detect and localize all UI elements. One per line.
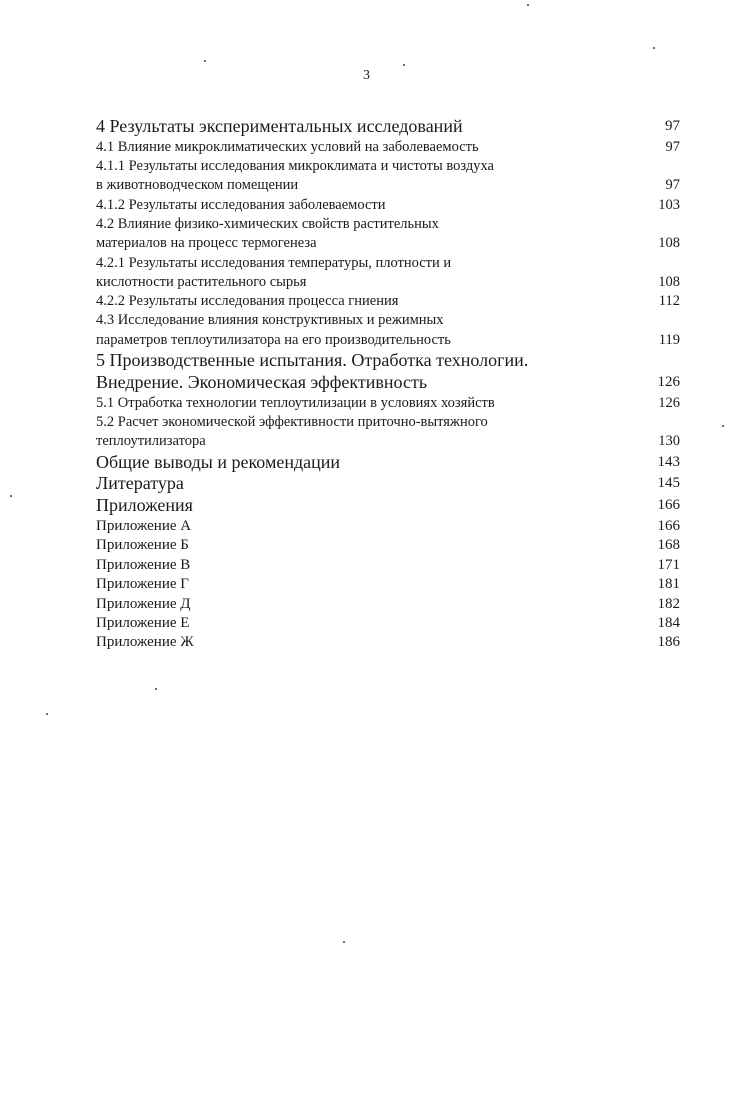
- toc-entry-4-3: [96, 311, 680, 350]
- toc-entry-appendix: [96, 556, 680, 575]
- toc-entry-page: 182: [657, 595, 680, 612]
- toc-entry-title: 4.1.2 Результаты исследования заболеваемости: [96, 196, 386, 213]
- scan-speck: [343, 941, 345, 943]
- toc-entry-page: 143: [657, 453, 680, 470]
- toc-entry-appendix: [96, 595, 680, 614]
- toc-entry-title: Приложение А: [96, 517, 192, 534]
- page-number: 3: [363, 68, 370, 83]
- toc-entry-page: 103: [658, 196, 680, 213]
- toc-entry-page: 108: [658, 273, 680, 290]
- toc-entry-4-2-2: [96, 292, 680, 311]
- toc-entry-title: Приложение Б: [96, 537, 189, 554]
- toc-entry-title: 4.1 Влияние микроклиматических условий на заболеваемость: [96, 138, 479, 155]
- toc-entry-appendix: [96, 633, 680, 652]
- toc-entry-title: Приложение В: [96, 556, 191, 573]
- scan-speck: [46, 713, 48, 715]
- toc-entry-title: Приложение Ж: [96, 634, 194, 651]
- toc-entry-page: 171: [657, 556, 680, 573]
- toc-entry-title: Общие выводы и рекомендации: [96, 451, 341, 472]
- toc-entry-4-1: [96, 138, 680, 157]
- toc-entry-4-2: [96, 215, 680, 254]
- toc-entry-title: 4.3 Исследование влияния конструктивных и режимных параметров теплоутилизатора на его производительность: [96, 312, 451, 348]
- toc-entry-page: 126: [658, 394, 680, 411]
- toc-entry-title: Приложения: [96, 495, 193, 516]
- toc-entry-page: 184: [657, 614, 680, 631]
- toc-entry-page: 97: [665, 177, 680, 194]
- toc-entry-4: [96, 116, 680, 138]
- toc-entry-appendix: [96, 536, 680, 555]
- toc-entry-title: Литература: [96, 473, 184, 494]
- toc-entry-title: 4.2 Влияние физико-химических свойств растительных материалов на процесс термогенеза: [96, 215, 439, 252]
- toc-entry-page: 97: [665, 138, 680, 155]
- toc-entry-references: [96, 473, 680, 495]
- scan-speck: [155, 688, 157, 690]
- toc-entry-title: 5.1 Отработка технологии теплоутилизации в условиях хозяйств: [96, 394, 495, 411]
- toc-entry-4-1-1: [96, 157, 680, 196]
- scan-speck: [204, 60, 206, 62]
- toc-entry-page: 97: [665, 118, 680, 134]
- toc-entry-page: 186: [657, 634, 680, 651]
- toc-entry-appendix: [96, 575, 680, 594]
- scan-speck: [10, 495, 12, 497]
- toc-entry-5-2: [96, 413, 680, 452]
- toc-entry-appendix: [96, 517, 680, 536]
- toc-entry-4-1-2: [96, 196, 680, 215]
- toc-entry-page: 126: [657, 373, 680, 390]
- toc-entry-title: 4.2.1 Результаты исследования температуры, плотности и кислотности растительного сырья: [96, 254, 452, 290]
- scan-speck: [722, 425, 724, 427]
- toc-entry-5: [96, 350, 680, 394]
- toc-entry-page: 168: [657, 537, 680, 554]
- table-of-contents: [96, 116, 680, 653]
- toc-entry-title: Приложение Д: [96, 595, 191, 612]
- toc-entry-title: Приложение Г: [96, 576, 189, 593]
- toc-entry-page: 108: [658, 235, 680, 252]
- toc-entry-appendices: [96, 495, 680, 517]
- toc-entry-page: 130: [658, 433, 680, 450]
- scan-speck: [527, 4, 529, 6]
- toc-entry-page: 166: [657, 517, 680, 534]
- toc-entry-page: 112: [658, 293, 680, 310]
- toc-entry-appendix: [96, 614, 680, 633]
- toc-entry-4-2-1: [96, 254, 680, 293]
- scan-speck: [403, 64, 405, 66]
- toc-entry-title: 5.2 Расчет экономической эффективности приточно-вытяжного теплоутилизатора: [96, 413, 488, 450]
- toc-entry-page: 119: [658, 331, 680, 348]
- toc-entry-title: 5 Производственные испытания. Отработка технологии. Внедрение. Экономическая эффективность: [96, 350, 529, 392]
- toc-entry-title: Приложение Е: [96, 614, 190, 631]
- toc-entry-title: 4.2.2 Результаты исследования процесса гниения: [96, 293, 399, 310]
- toc-entry-title: 4 Результаты экспериментальных исследований: [96, 116, 463, 136]
- toc-entry-page: 166: [657, 497, 680, 514]
- toc-entry-page: 145: [657, 475, 680, 492]
- scan-speck: [653, 47, 655, 49]
- toc-entry-page: 181: [657, 576, 680, 593]
- toc-entry-conclusions: [96, 452, 680, 474]
- toc-entry-title: 4.1.1 Результаты исследования микроклимата и чистоты воздуха в животноводческом помещении: [96, 158, 494, 194]
- toc-entry-5-1: [96, 394, 680, 413]
